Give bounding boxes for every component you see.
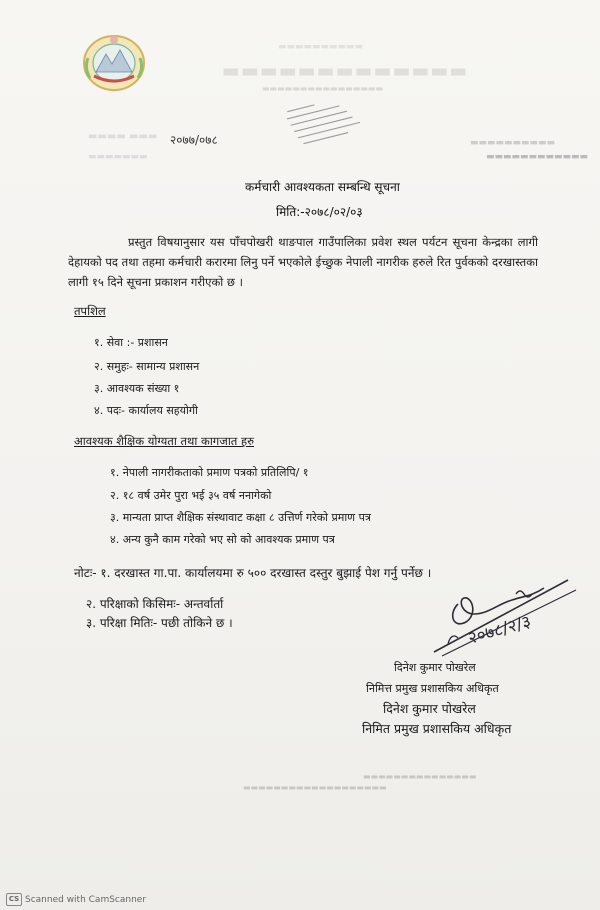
handwritten-signature xyxy=(428,574,578,664)
qualification-item: २. १८ वर्ष उमेर पुरा भई ३५ वर्ष ननागेको xyxy=(110,489,272,502)
signatory-name: दिनेश कुमार पोखरेल xyxy=(394,661,476,674)
qualification-item: ३. मान्यता प्राप्त शैक्षिक संस्थावाट कक्षा ८ उत्तिर्ण गरेको प्रमाण पत्र xyxy=(110,511,371,524)
detail-item: २. समुहः- सामान्य प्रशासन xyxy=(94,360,200,373)
qualification-item: १. नेपाली नागरीकताको प्रमाण पत्रको प्रतिलिपि/ १ xyxy=(110,466,309,479)
scanner-watermark-text: Scanned with CamScanner xyxy=(25,895,147,905)
signatory-title: निमित्त प्रमुख प्रशासकिय अधिकृत xyxy=(366,682,499,695)
contact-line-faded: ▬▬▬▬▬▬▬▬▬▬ xyxy=(470,138,556,148)
camscanner-logo-icon: CS xyxy=(6,893,22,906)
office-stamp xyxy=(278,92,378,144)
detail-item: १. सेवा :- प्रशासन xyxy=(94,336,168,349)
letterhead-subtitle-faded: ▬▬▬▬▬▬▬▬▬▬▬▬▬▬▬▬ xyxy=(262,84,383,93)
reference-label-faded: ▬▬▬▬ ▬▬▬ xyxy=(88,131,158,142)
note-line-3: ३. परिक्षा मितिः- पछी तोकिने छ । xyxy=(86,616,233,630)
notice-heading: कर्मचारी आवश्यकता सम्बन्धि सूचना xyxy=(245,180,400,194)
qualification-item: ४. अन्य कुनै काम गरेको भए सो को आवश्यक प्रमाण पत्र xyxy=(110,533,335,546)
email-line-faded: ▬▬▬▬▬▬▬▬▬▬▬▬ xyxy=(486,152,589,162)
qualifications-heading: आवश्यक शैक्षिक योग्यता तथा कागजात हरु xyxy=(74,434,254,448)
fiscal-year-ref: २०७७/०७८ xyxy=(170,133,218,147)
signatory-name-stamp: दिनेश कुमार पोखरेल xyxy=(383,701,476,716)
note-line-1: नोटः- १. दरखास्त गा.पा. कार्यालयमा रु ५०० दरखास्त दस्तुर बुझाई पेश गर्नु पर्नेछ । xyxy=(74,566,432,580)
letterhead-title-faded: ▬▬▬▬▬▬▬▬▬▬▬▬▬ xyxy=(222,60,469,82)
signatory-title-stamp: निमित प्रमुख प्रशासकिय अधिकृत xyxy=(362,721,512,736)
dispatch-label-faded: ▬▬▬▬▬▬▬ xyxy=(88,152,148,162)
footer-line-faded: ▬▬▬▬▬▬▬▬▬▬▬▬▬▬▬ xyxy=(363,772,477,781)
notice-body: प्रस्तुत विषयानुसार यस पाँचपोखरी थाङपाल गाउँपालिका प्रवेश स्थल पर्यटन सूचना केन्द्रका लागी देहायको पद तथा तहमा कर्मचारी करारमा लिनु पर्ने भएकोले ईच्छुक नेपाली नागरीक हरुले रित पुर्वकको दरखास्तका लागी १५ दिने सूचना प्रकाशन गरीएको छ । xyxy=(68,235,538,289)
notice-date: मिति:-२०७८/०२/०३ xyxy=(276,205,363,219)
detail-item: ४. पदः- कार्यालय सहयोगी xyxy=(94,404,198,417)
note-line-2: २. परिक्षाको किसिमः- अन्तर्वार्ता xyxy=(86,597,224,611)
svg-text:२०७८/२/३: २०७८/२/३ xyxy=(465,611,534,649)
scanner-watermark xyxy=(6,893,146,906)
letterhead-line-faded: ▬▬▬▬▬▬▬▬▬▬ xyxy=(278,42,364,52)
detail-item: ३. आवश्यक संख्या १ xyxy=(94,382,180,395)
footer-line-faded: ▬▬▬▬▬▬▬▬▬▬▬▬▬▬▬▬▬▬▬ xyxy=(243,783,387,792)
emblem-icon xyxy=(78,28,150,94)
details-heading: तपशिल xyxy=(74,304,106,318)
